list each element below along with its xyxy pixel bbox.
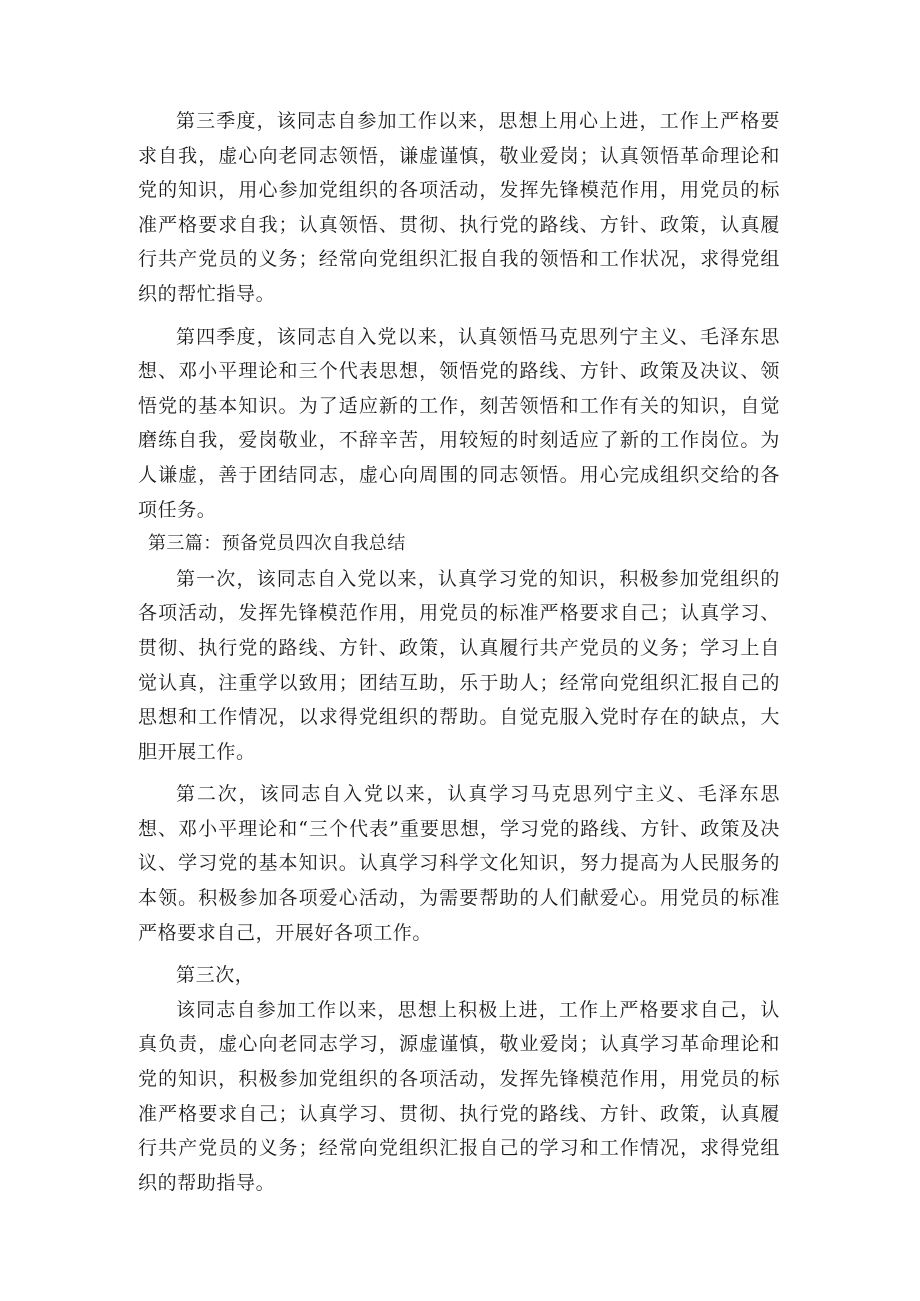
paragraph-q3: 第三季度，该同志自参加工作以来，思想上用心上进，工作上严格要求自我，虚心向老同志领悟，谦虚谨慎，敬业爱岗；认真领悟革命理论和党的知识，用心参加党组织的各项活动，发挥先锋模范作用，用党员的标准严格要求自我；认真领悟、贯彻、执行党的路线、方针、政策，认真履行共产党员的义务；经常向党组织汇报自我的领悟和工作状况，求得党组织的帮忙指导。: [138, 110, 780, 305]
paragraph-third: 该同志自参加工作以来，思想上积极上进，工作上严格要求自己，认真负责，虚心向老同志学习，源虚谨慎，敬业爱岗；认真学习革命理论和党的知识，积极参加党组织的各项活动，发挥先锋模范作用，用党员的标准严格要求自己；认真学习、贯彻、执行党的路线、方针、政策，认真履行共产党员的义务；经常向党组织汇报自己的学习和工作情况，求得党组织的帮助指导。: [138, 998, 780, 1194]
paragraph-third-heading: 第三次，: [176, 964, 255, 987]
section-heading: 第三篇：预备党员四次自我总结: [148, 533, 406, 555]
document-body: [138, 104, 780, 1208]
paragraph-first: 第一次，该同志自入党以来，认真学习党的知识，积极参加党组织的各项活动，发挥先锋模范作用，用党员的标准严格要求自己；认真学习、贯彻、执行党的路线、方针、政策，认真履行共产党员的义务；学习上自觉认真，注重学以致用；团结互助，乐于助人；经常向党组织汇报自己的思想和工作情况，以求得党组织的帮助。自觉克服入党时存在的缺点，大胆开展工作。: [138, 567, 780, 763]
paragraph-second: 第二次，该同志自入党以来，认真学习马克思列宁主义、毛泽东思想、邓小平理论和“三个代表”重要思想，学习党的路线、方针、政策及决议、学习党的基本知识。认真学习科学文化知识，努力提高为人民服务的本领。积极参加各项爱心活动，为需要帮助的人们献爱心。用党员的标准严格要求自己，开展好各项工作。: [138, 783, 780, 944]
paragraph-q4: 第四季度，该同志自入党以来，认真领悟马克思列宁主义、毛泽东思想、邓小平理论和三个代表思想，领悟党的路线、方针、政策及决议、领悟党的基本知识。为了适应新的工作，刻苦领悟和工作有关的知识，自觉磨练自我，爱岗敬业，不辞辛苦，用较短的时刻适应了新的工作岗位。为人谦虚，善于团结同志，虚心向周围的同志领悟。用心完成组织交给的各项任务。: [138, 325, 780, 521]
